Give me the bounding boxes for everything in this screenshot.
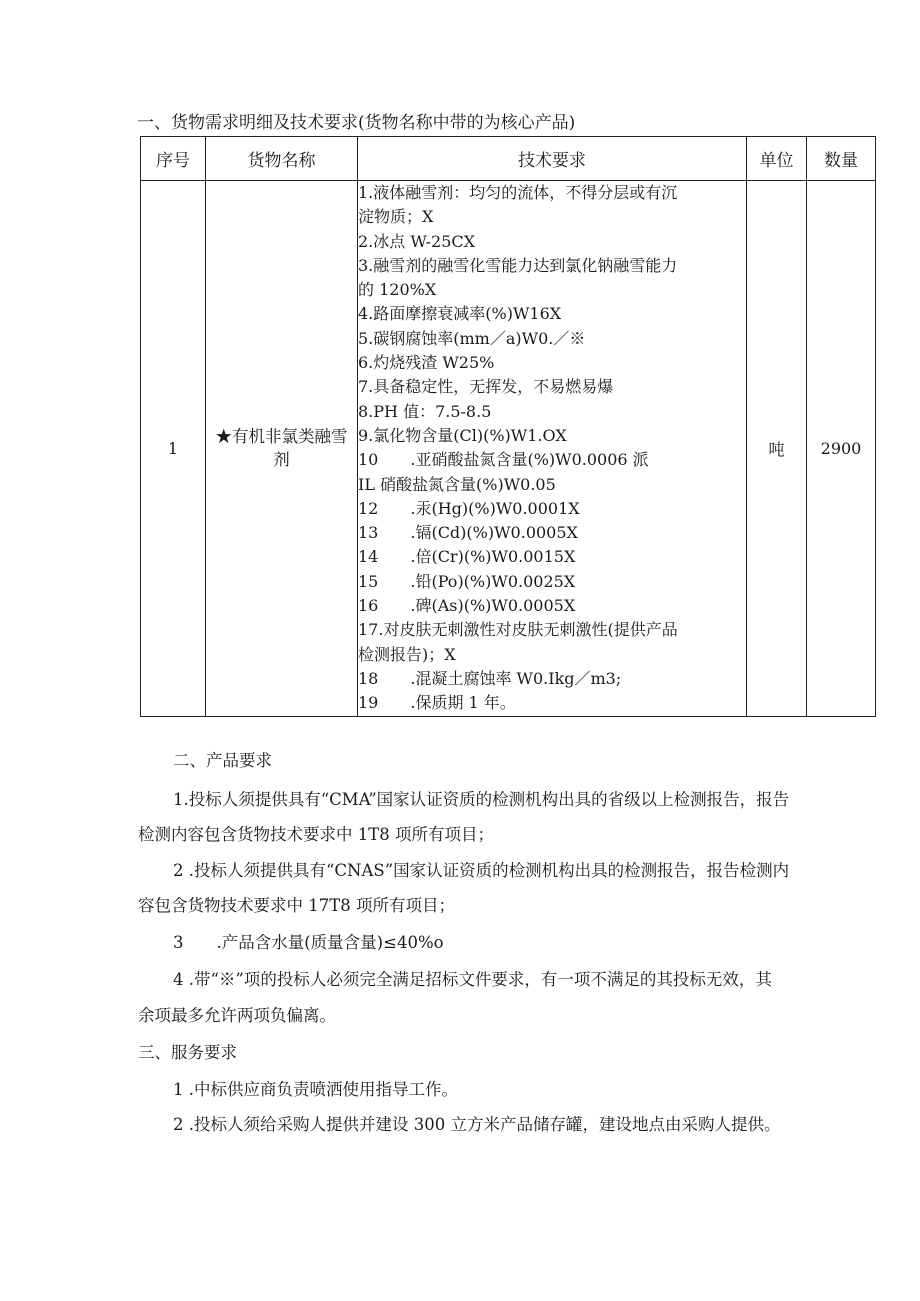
requirement-line: 检测报告)；X: [358, 644, 456, 664]
product-requirement-4-line-2: 余项最多允许两项负偏离。: [138, 1006, 336, 1025]
header-goods-name: 货物名称: [206, 137, 358, 181]
requirement-line: 13 .镉(Cd)(%)W0.0005X: [358, 523, 578, 543]
requirement-line: 3.融雪剂的融雪化雪能力达到氯化钠融雪能力: [358, 255, 678, 275]
table-row: [141, 181, 876, 717]
product-requirement-2-line-2: 容包含货物技术要求中 17T8 项所有项目；: [138, 896, 455, 915]
row-quantity: 2900: [807, 181, 876, 717]
service-requirement-2: 2 .投标人须给采购人提供并建设 300 立方米产品储存罐，建设地点由采购人提供。: [173, 1115, 781, 1134]
requirement-line: 18 .混凝土腐蚀率 W0.Ikg／m3;: [358, 668, 622, 688]
section-1-heading: 一、货物需求明细及技术要求(货物名称中带的为核心产品): [137, 113, 576, 133]
product-requirement-1-line-1: 1.投标人须提供具有“CMA”国家认证资质的检测机构出具的省级以上检测报告，报告: [173, 790, 790, 809]
row-goods-name: [206, 181, 358, 717]
header-index: 序号: [141, 137, 206, 181]
header-tech-requirements: 技术要求: [358, 137, 747, 181]
requirement-line: 1.液体融雪剂：均匀的流体，不得分层或有沉: [358, 183, 678, 202]
product-requirement-3: 3 .产品含水量(质量含量)≤40%o: [173, 933, 444, 952]
product-requirement-1-line-2: 检测内容包含货物技术要求中 1T8 项所有项目；: [138, 825, 494, 844]
requirement-line: 16 .碑(As)(%)W0.0005X: [358, 596, 576, 616]
requirement-line: IL 硝酸盐氮含量(%)W0.05: [358, 474, 556, 494]
header-quantity: 数量: [807, 137, 876, 181]
product-requirement-4-line-1: 4 .带“※”项的投标人必须完全满足招标文件要求，有一项不满足的其投标无效，其: [173, 970, 772, 989]
row-unit: 吨: [747, 181, 807, 717]
section-3-heading: 三、服务要求: [138, 1043, 237, 1062]
goods-spec-table: [140, 136, 876, 717]
requirement-line: 淀物质；X: [358, 207, 434, 227]
requirement-line: 12 .汞(Hg)(%)W0.0001X: [358, 498, 580, 518]
requirement-line: 6.灼烧残渣 W25%: [358, 353, 495, 373]
section-2-heading: 二、产品要求: [173, 751, 272, 770]
requirement-line: 14 .倍(Cr)(%)W0.0015X: [358, 547, 576, 567]
requirement-line: 5.碳钢腐蚀率(mm／a)W0.／※: [358, 328, 586, 348]
requirement-line: 4.路面摩擦衰减率(%)W16X: [358, 304, 562, 324]
table-header-row: [141, 137, 876, 181]
requirement-line: 17.对皮肤无刺激性对皮肤无刺激性(提供产品: [358, 620, 678, 640]
header-unit: 单位: [747, 137, 807, 181]
requirement-line: 15 .铅(Po)(%)W0.0025X: [358, 571, 576, 591]
requirement-line: 10 .亚硝酸盐氮含量(%)W0.0006 派: [358, 450, 649, 470]
goods-name-line-1: ★有机非氯类融雪: [215, 427, 348, 447]
requirement-line: 8.PH 值：7.5-8.5: [358, 401, 492, 421]
requirement-line: 9.氯化物含量(Cl)(%)W1.OX: [358, 425, 567, 445]
requirement-line: 7.具备稳定性，无挥发，不易燃易爆: [358, 377, 614, 397]
product-requirement-2-line-1: 2 .投标人须提供具有“CNAS”国家认证资质的检测机构出具的检测报告，报告检测内: [173, 861, 790, 880]
service-requirement-1: 1 .中标供应商负责喷洒使用指导工作。: [173, 1080, 458, 1099]
requirement-line: 19 .保质期 1 年。: [358, 693, 516, 713]
row-tech-requirements: [358, 181, 747, 717]
goods-name-line-2: 剂: [273, 450, 290, 470]
row-index: 1: [141, 181, 206, 717]
requirement-line: 的 120%X: [358, 280, 437, 300]
requirement-line: 2.冰点 W-25CX: [358, 231, 476, 251]
